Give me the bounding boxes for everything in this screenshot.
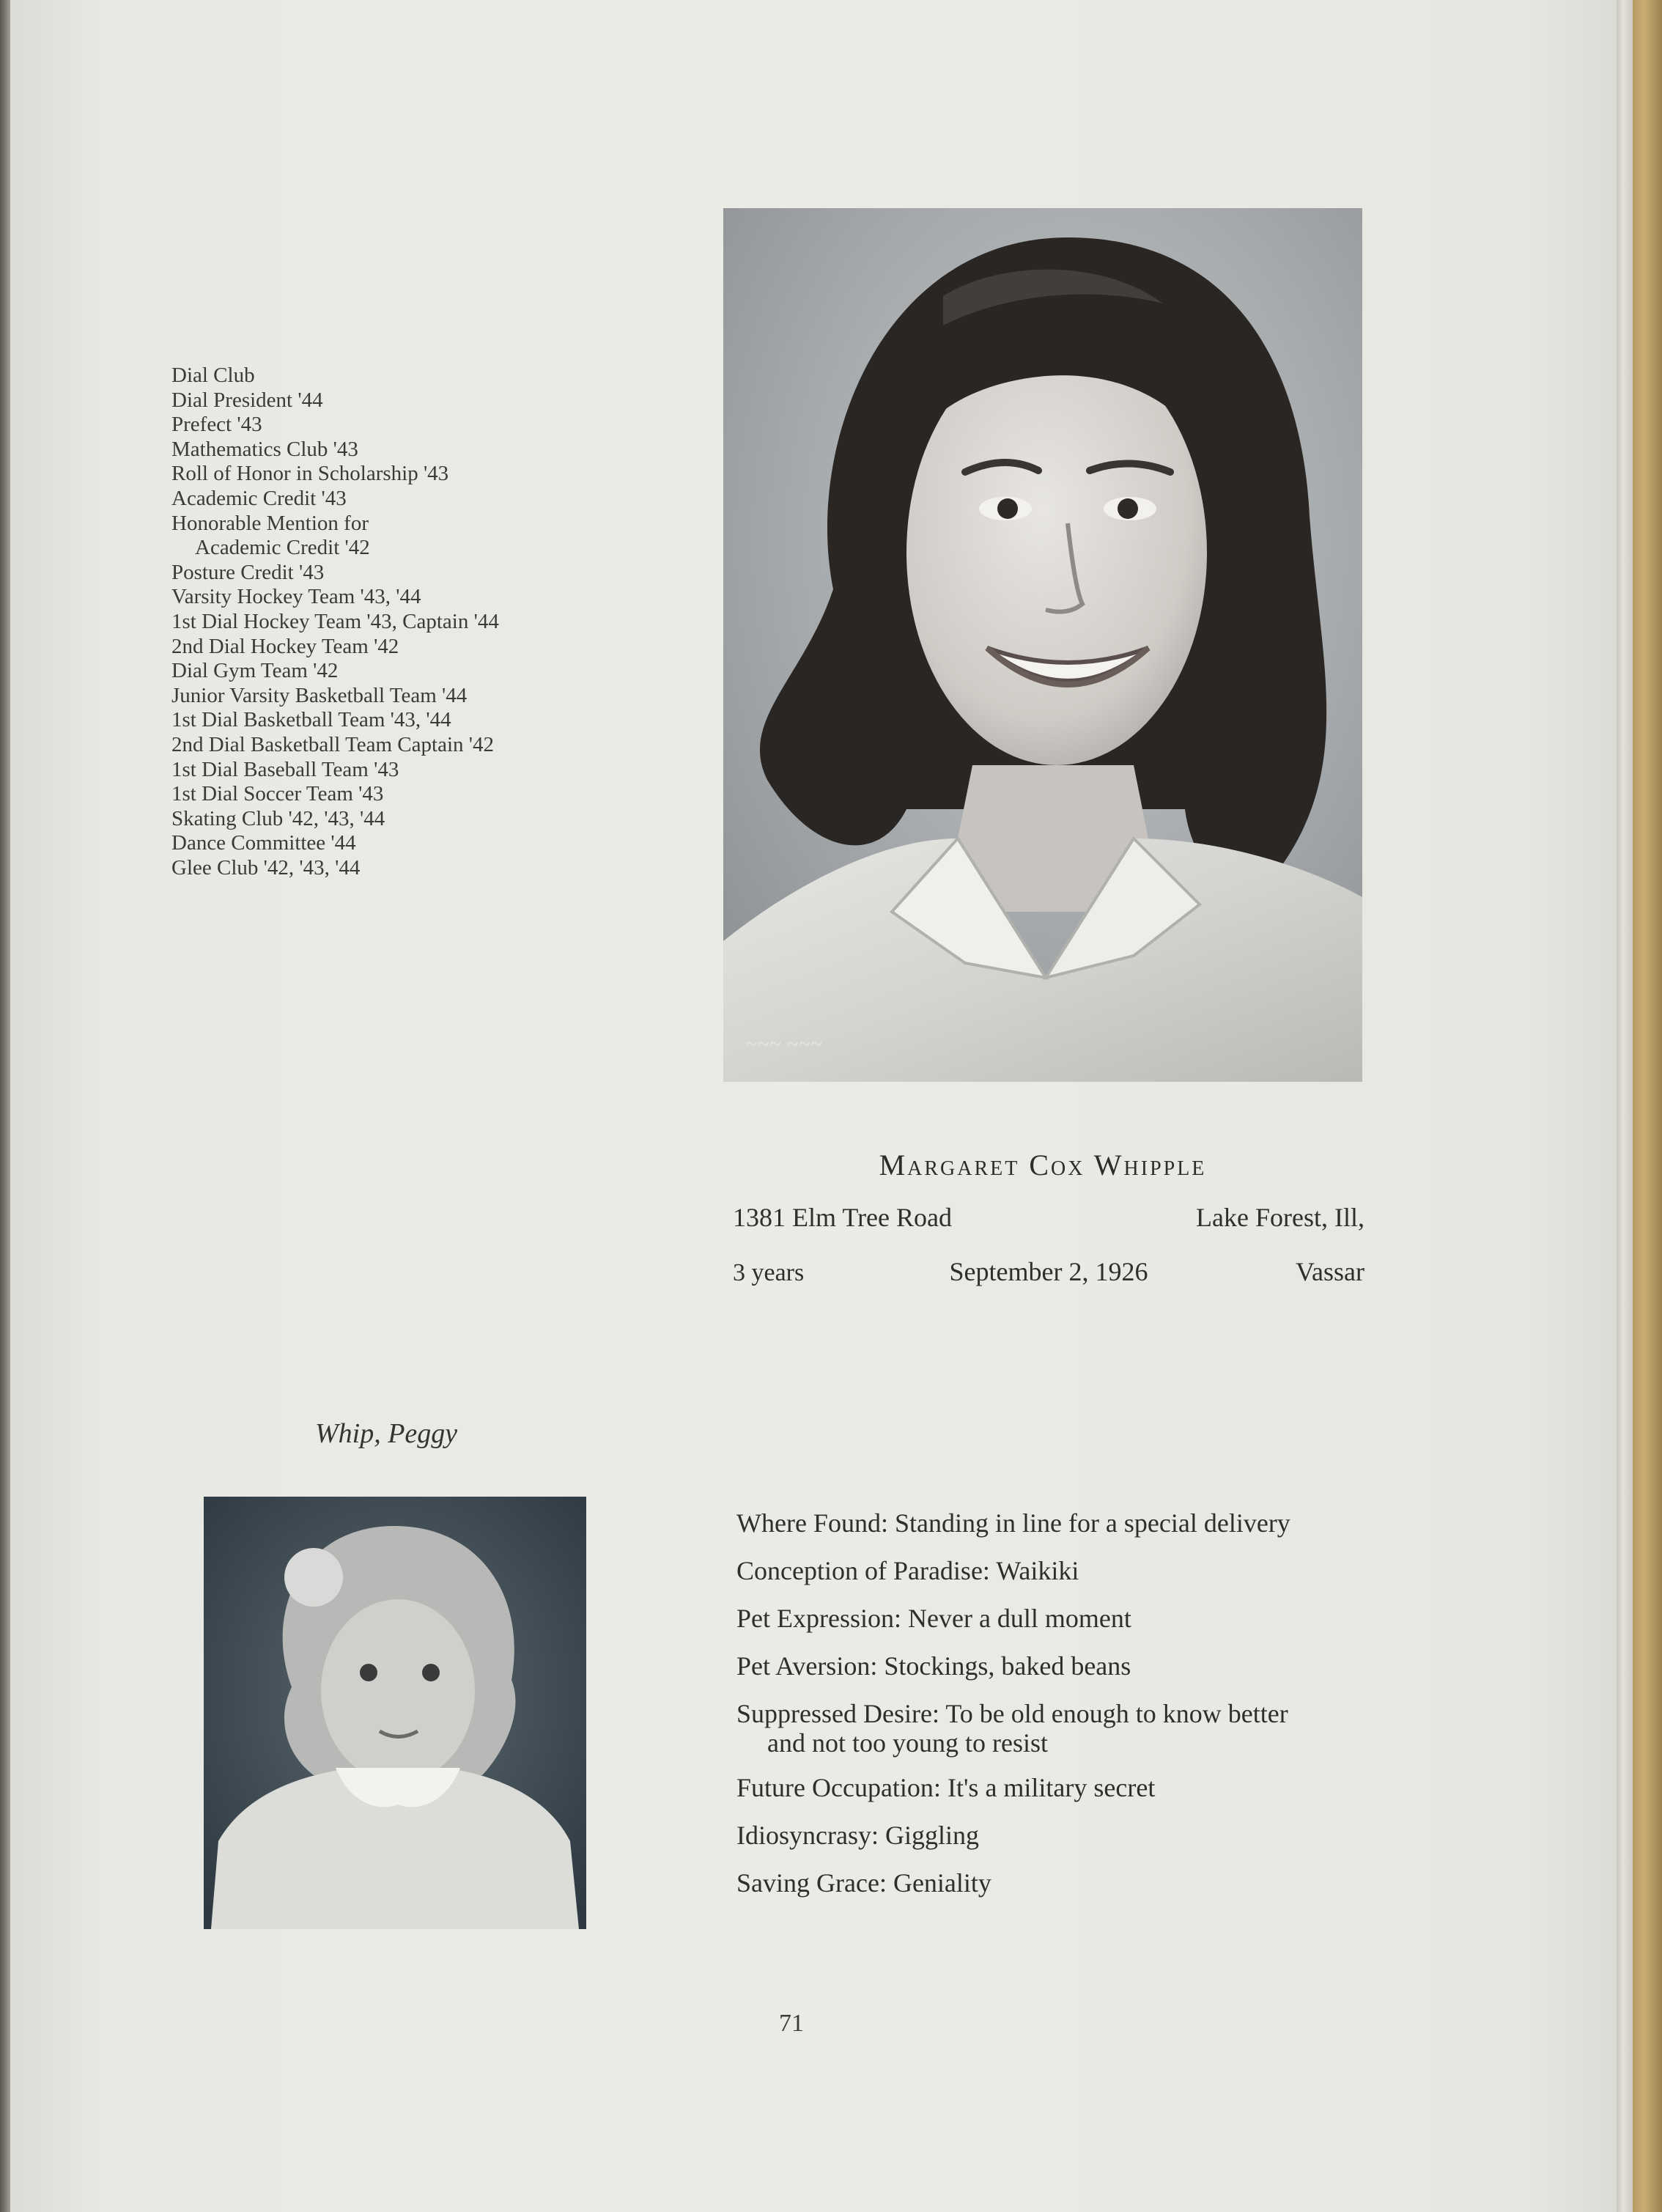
college: Vassar bbox=[1296, 1257, 1364, 1286]
activity-item: Posture Credit '43 bbox=[171, 560, 325, 584]
qa-answer: Geniality bbox=[893, 1868, 991, 1898]
activity-item: Dial Gym Team '42 bbox=[171, 659, 339, 683]
activity-item: Dance Committee '44 bbox=[171, 831, 356, 855]
activity-item: 2nd Dial Hockey Team '42 bbox=[171, 634, 399, 658]
student-city: Lake Forest, Ill, bbox=[1196, 1203, 1364, 1232]
qa-answer-continued: and not too young to resist bbox=[767, 1728, 1048, 1758]
activity-item: 1st Dial Hockey Team '43, Captain '44 bbox=[171, 609, 499, 633]
activity-item: Dial President '44 bbox=[171, 388, 323, 412]
qa-item bbox=[736, 1599, 1381, 1637]
activity-item: Academic Credit '43 bbox=[171, 486, 347, 510]
activity-item: Mathematics Club '43 bbox=[171, 437, 358, 461]
qa-answer: To be old enough to know better bbox=[945, 1699, 1288, 1728]
qa-item bbox=[736, 1552, 1381, 1590]
book-cover-edge bbox=[1633, 0, 1662, 2212]
qa-item bbox=[736, 1864, 1381, 1902]
activity-item: 1st Dial Soccer Team '43 bbox=[171, 782, 384, 806]
address-row bbox=[733, 1202, 1364, 1234]
qa-question: Saving Grace : bbox=[736, 1868, 893, 1898]
nickname: Whip, Peggy bbox=[315, 1418, 458, 1449]
qa-answer: Waikiki bbox=[996, 1556, 1079, 1585]
qa-question: Where Found : bbox=[736, 1508, 895, 1538]
qa-answer: Giggling bbox=[884, 1821, 979, 1850]
details-row bbox=[733, 1256, 1364, 1289]
questionnaire-list bbox=[736, 1504, 1381, 1911]
qa-item bbox=[736, 1695, 1381, 1759]
qa-question: Conception of Paradise : bbox=[736, 1556, 996, 1585]
qa-item bbox=[736, 1504, 1381, 1542]
qa-question: Idiosyncrasy : bbox=[736, 1821, 885, 1850]
activity-item: Glee Club '42, '43, '44 bbox=[171, 855, 361, 880]
qa-answer: Standing in line for a special delivery bbox=[894, 1508, 1290, 1538]
birth-date: September 2, 1926 bbox=[949, 1257, 1148, 1286]
svg-text:~~~ ~~~: ~~~ ~~~ bbox=[745, 1032, 822, 1056]
activity-item: Honorable Mention for bbox=[171, 511, 369, 535]
activities-list bbox=[171, 364, 582, 880]
page-number: 71 bbox=[779, 2010, 804, 2037]
qa-answer: It's a military secret bbox=[947, 1773, 1156, 1802]
childhood-photo bbox=[204, 1497, 586, 1929]
qa-question: Pet Expression : bbox=[736, 1604, 908, 1633]
qa-question: Suppressed Desire : bbox=[736, 1699, 945, 1728]
activity-item: Skating Club '42, '43, '44 bbox=[171, 806, 385, 830]
qa-question: Pet Aversion : bbox=[736, 1651, 884, 1681]
qa-item bbox=[736, 1769, 1381, 1807]
years-attended: 3 years bbox=[733, 1259, 805, 1286]
qa-question: Future Occupation : bbox=[736, 1773, 948, 1802]
student-address: 1381 Elm Tree Road bbox=[733, 1203, 953, 1232]
qa-answer: Stockings, baked beans bbox=[884, 1651, 1131, 1681]
activity-item: Prefect '43 bbox=[171, 413, 262, 437]
activity-item: 1st Dial Baseball Team '43 bbox=[171, 757, 399, 781]
page-edge bbox=[1617, 0, 1633, 2212]
qa-item bbox=[736, 1647, 1381, 1685]
senior-portrait-photo bbox=[723, 208, 1362, 1082]
activity-item: Varsity Hockey Team '43, '44 bbox=[171, 585, 421, 609]
activity-item: Roll of Honor in Scholarship '43 bbox=[171, 462, 449, 486]
qa-answer: Never a dull moment bbox=[908, 1604, 1131, 1633]
activity-item: Academic Credit '42 bbox=[195, 536, 370, 560]
activity-item: Dial Club bbox=[171, 364, 255, 387]
activity-item: Junior Varsity Basketball Team '44 bbox=[171, 683, 468, 707]
student-name: Margaret Cox Whipple bbox=[879, 1149, 1207, 1181]
qa-item bbox=[736, 1816, 1381, 1854]
activity-item: 2nd Dial Basketball Team Captain '42 bbox=[171, 732, 494, 756]
activity-item: 1st Dial Basketball Team '43, '44 bbox=[171, 708, 451, 732]
